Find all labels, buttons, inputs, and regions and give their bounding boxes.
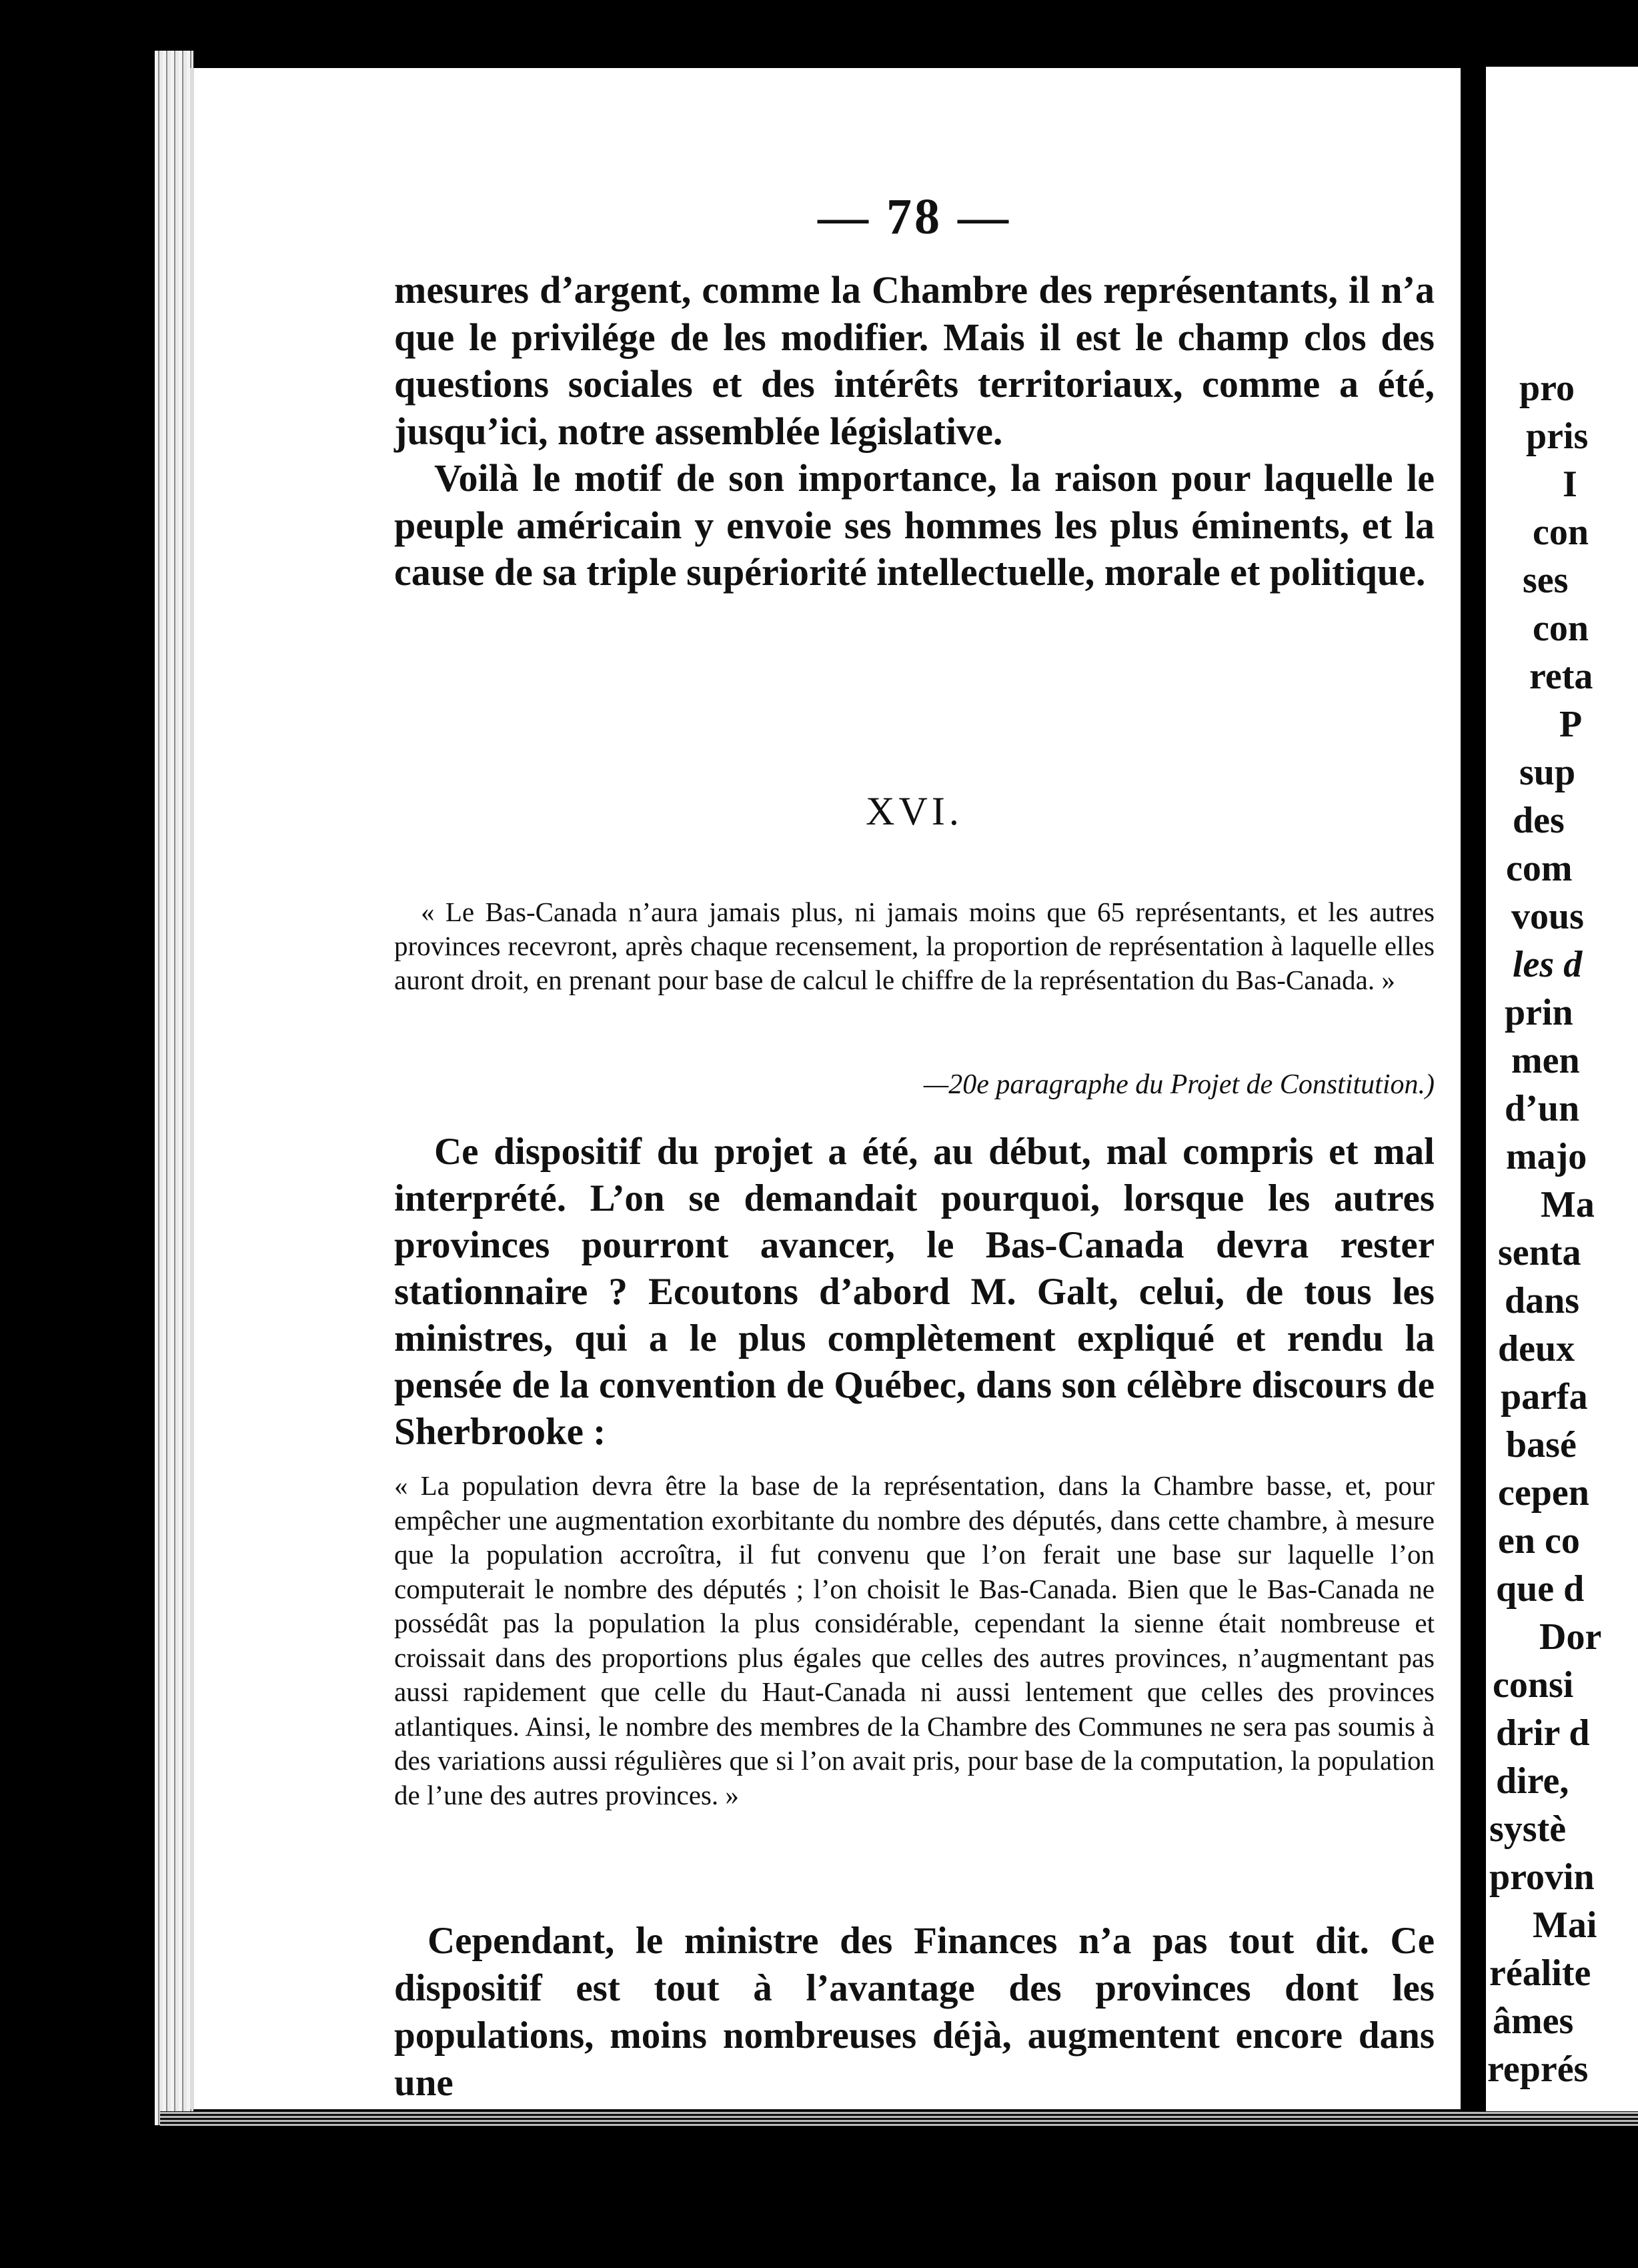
- right-line: basé: [1506, 1424, 1577, 1466]
- right-line: vous: [1511, 896, 1584, 937]
- paragraph-2-text: Voilà le motif de son importance, la raison pour laquelle le peuple américain y envoie ses hommes les plus éminents, et la cause de sa triple supériorité intellectuelle, morale et politique.: [394, 456, 1435, 594]
- galt-quote: [394, 1469, 1435, 1812]
- right-line: pris: [1526, 416, 1589, 457]
- paragraph-4: [394, 1917, 1435, 2107]
- right-line: en co: [1498, 1520, 1580, 1562]
- paragraph-3: [394, 1129, 1435, 1456]
- right-page-fragment: [1486, 67, 1638, 2115]
- right-line: sup: [1519, 752, 1576, 793]
- paragraph-4-text: Cependant, le ministre des Finances n’a pas tout dit. Ce dispositif est tout à l’avantage des provinces dont les populations, moins nombreuses déjà, augmentent encore dans une: [394, 1920, 1435, 2104]
- right-line: des: [1513, 800, 1565, 841]
- paragraph-2: [394, 455, 1435, 596]
- constitution-quote: [394, 895, 1435, 997]
- right-line: réalite: [1489, 1952, 1591, 1994]
- right-line: consi: [1493, 1664, 1574, 1706]
- citation: —20e paragraphe du Projet de Constitution.): [923, 1069, 1435, 1100]
- right-line: que d: [1496, 1568, 1585, 1610]
- right-line: Mai: [1533, 1904, 1597, 1946]
- right-line: majo: [1506, 1136, 1587, 1177]
- right-line: ses: [1523, 560, 1569, 601]
- right-line: systè: [1489, 1808, 1567, 1850]
- galt-quote-text: « La population devra être la base de la représentation, dans la Chambre basse, et, pour empêcher une augmentation exorbitante du nombre des députés, dans cette chambre, à mesure que la population accroîtra, il fut convenu que l’on ferait une base sur laquelle l’on computerait le nombre des députés ; l’on choisit le Bas-Canada. Bien que le Bas-Canada ne possédât pas la population la plus considérable, cependant la sienne était nombreuse et croissait dans des proportions plus égales que celles des autres provinces, n’augmentant pas aussi rapidement que celle du Haut-Canada ni aussi lentement que celles des provinces atlantiques. Ainsi, le nombre des membres de la Chambre des Communes ne sera pas soumis à des variations aussi régulières que si l’on avait pris, pour base de la computation, la population de l’une des autres provinces. »: [394, 1470, 1435, 1810]
- right-line: deux: [1498, 1328, 1575, 1369]
- right-line: reta: [1529, 656, 1593, 697]
- paragraph-3-text: Ce dispositif du projet a été, au début, mal compris et mal interprété. L’on se demandait pourquoi, lorsque les autres provinces pourront avancer, le Bas-Canada devra rester stationnaire ? Ecoutons d’abord M. Galt, celui, de tous les ministres, qui a le plus complètement expliqué et rendu la pensée de la convention de Québec, dans son célèbre discours de Sherbrooke :: [394, 1131, 1435, 1453]
- page-bottom-edge: [160, 2111, 1638, 2126]
- right-line: provin: [1489, 1856, 1595, 1898]
- section-heading: XVI.: [866, 789, 963, 833]
- constitution-quote-text: « Le Bas-Canada n’aura jamais plus, ni jamais moins que 65 représentants, et les autres provinces recevront, après chaque recensement, la proportion de représentation à laquelle elles auront droit, en prenant pour base de calcul le chiffre de la représentation du Bas-Canada. »: [394, 897, 1435, 995]
- right-line: représ: [1487, 2049, 1589, 2090]
- right-line: dire,: [1496, 1760, 1569, 1802]
- right-line: Dor: [1539, 1616, 1602, 1658]
- right-line: drir d: [1496, 1712, 1590, 1754]
- paragraph-1: mesures d’argent, comme la Chambre des représentants, il n’a que le privilége de les modifier. Mais il est le champ clos des questions sociales et des intérêts territoriaux, comme a été, jusqu’ici, notre assemblée législative.: [394, 268, 1435, 453]
- right-line: d’un: [1505, 1088, 1580, 1129]
- right-line: senta: [1498, 1232, 1581, 1273]
- right-line: men: [1511, 1040, 1580, 1081]
- right-line: con: [1533, 512, 1589, 553]
- right-line: dans: [1505, 1280, 1580, 1321]
- page-gutter: [1461, 60, 1487, 2128]
- left-page: [190, 68, 1478, 2109]
- right-line: âmes: [1493, 2001, 1574, 2042]
- page-number: — 78 —: [818, 189, 1011, 245]
- right-line: Ma: [1541, 1184, 1595, 1225]
- book-spine-edge: [155, 51, 193, 2125]
- right-line: I: [1563, 464, 1577, 505]
- right-line: pro: [1519, 368, 1575, 409]
- right-line: com: [1506, 848, 1573, 889]
- right-line: parfa: [1501, 1376, 1588, 1418]
- right-line: P: [1559, 704, 1583, 745]
- right-line: cepen: [1498, 1472, 1589, 1514]
- right-line: con: [1533, 608, 1589, 649]
- right-line: les d: [1513, 944, 1583, 985]
- right-line: prin: [1505, 992, 1573, 1033]
